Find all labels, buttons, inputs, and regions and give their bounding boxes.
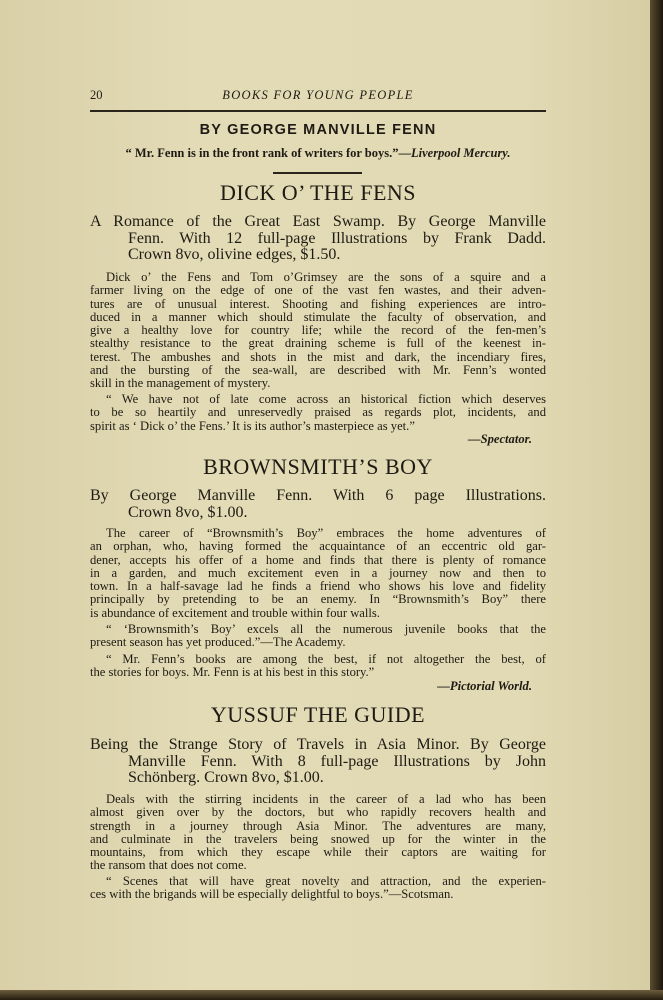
book-intro — [90, 488, 546, 521]
book-intro — [90, 214, 546, 264]
review-line: “ We have not of late come across an historical fiction which deserves — [106, 392, 546, 406]
review-line: to be so heartily and unreservedly praised as regards plot, incidents, and — [90, 405, 546, 420]
author-quote — [90, 145, 546, 161]
book-title: DICK O’ THE FENS — [219, 180, 417, 205]
book-description — [90, 271, 546, 391]
description-line: is abundance of excitement and trouble within four walls. — [90, 605, 380, 620]
description-line: skill in the management of mystery. — [90, 376, 271, 391]
book-description — [90, 793, 546, 873]
description-line: and culminate in the travelers being snowed up for the winter in the — [90, 831, 546, 846]
running-header — [90, 87, 546, 103]
description-line: the ransom that does not come. — [90, 858, 247, 873]
description-line: principally by pretending to be an enemy. In “Brownsmith’s Boy” there — [90, 592, 546, 607]
description-line: The career of “Brownsmith’s Boy” embraces the home adventures of — [106, 526, 546, 540]
book-title: BROWNSMITH’S BOY — [203, 454, 433, 479]
intro-line: Crown 8vo, $1.00. — [128, 503, 248, 521]
description-line: Deals with the stirring incidents in the career of a lad who has been — [106, 792, 546, 806]
author-heading: BY GEORGE MANVILLE FENN — [199, 122, 437, 138]
review-line: ces with the brigands will be especially delightful to boys.”—Scotsman. — [90, 887, 454, 902]
description-line: farmer living on the edge of one of the vast fen wastes, and their adven- — [90, 283, 546, 298]
review-source: —Pictorial World. — [437, 678, 532, 693]
description-line: almost given over by the doctors, but who rapidly recovers health and — [90, 805, 546, 820]
intro-line: Schönberg. Crown 8vo, $1.00. — [128, 769, 324, 787]
author-quote-text: “ Mr. Fenn is in the front rank of writers for boys.”— — [125, 146, 411, 160]
header-rule — [90, 110, 546, 112]
description-line: stealthy resistance to the great draining scheme is full of the keenest in- — [90, 336, 546, 351]
review-line: “ Mr. Fenn’s books are among the best, if not altogether the best, of — [106, 652, 546, 666]
page-edge-right — [650, 0, 663, 1000]
review-line: “ Scenes that will have great novelty and attraction, and the experien- — [106, 874, 546, 888]
book-description — [90, 527, 546, 620]
intro-line: By George Manville Fenn. With 6 page Illustrations. — [90, 487, 546, 504]
page-number: 20 — [90, 88, 103, 102]
intro-line: Manville Fenn. With 8 full-page Illustrations by John — [128, 752, 546, 770]
running-title: BOOKS FOR YOUNG PEOPLE — [222, 88, 414, 102]
intro-line: Crown 8vo, olivine edges, $1.50. — [128, 246, 341, 264]
book-review — [90, 653, 546, 693]
review-line: spirit as ‘ Dick o’ the Fens.’ It is its author’s masterpiece as yet.” — [90, 418, 415, 433]
book-intro — [90, 737, 546, 787]
description-line: mountains, from which they escape while their captors are waiting for — [90, 845, 546, 860]
book-title: YUSSUF THE GUIDE — [210, 702, 426, 727]
review-line: “ ‘Brownsmith’s Boy’ excels all the numerous juvenile books that the — [106, 622, 546, 636]
description-line: strength in a journey through Asia Minor. The adventures are many, — [90, 818, 546, 833]
description-line: dener, accepts his offer of a home and finds that there is plenty of romance — [90, 552, 546, 567]
description-line: in a garden, and much excitement even in a journey now and then to — [90, 565, 546, 580]
description-line: an orphan, who, having formed the acquaintance of an eccentric old gar- — [90, 539, 546, 554]
book-review — [90, 393, 546, 446]
description-line: Dick o’ the Fens and Tom o’Grimsey are the sons of a squire and a — [106, 270, 546, 284]
description-line: town. In a half-savage lad he finds a friend who shows his love and fidelity — [90, 579, 546, 594]
review-line: the stories for boys. Mr. Fenn is at his best in this story.” — [90, 665, 375, 680]
description-line: and the bursting of the sea-wall, are described with Mr. Fenn’s wonted — [90, 363, 546, 378]
description-line: tures are of unusual interest. Shooting and fishing experiences are intro- — [90, 296, 546, 311]
section-rule — [273, 172, 362, 174]
page-edge-bottom — [0, 990, 663, 1000]
description-line: give a healthy love for country life; while the record of the fen-men’s — [90, 323, 546, 338]
intro-line: Being the Strange Story of Travels in Asia Minor. By George — [90, 736, 546, 753]
review-line: present season has yet produced.”—The Academy. — [90, 635, 346, 650]
description-line: terest. The ambushes and shots in the mist and dark, the incendiary fires, — [90, 349, 546, 364]
author-quote-source: Liverpool Mercury. — [411, 146, 511, 160]
book-review — [90, 623, 546, 650]
review-source: —Spectator. — [467, 431, 532, 446]
description-line: duced in a manner which should stimulate the faculty of observation, and — [90, 309, 546, 324]
intro-line: Fenn. With 12 full-page Illustrations by Frank Dadd. — [128, 229, 546, 247]
intro-line: A Romance of the Great East Swamp. By George Manville — [90, 213, 546, 230]
book-review — [90, 875, 546, 902]
